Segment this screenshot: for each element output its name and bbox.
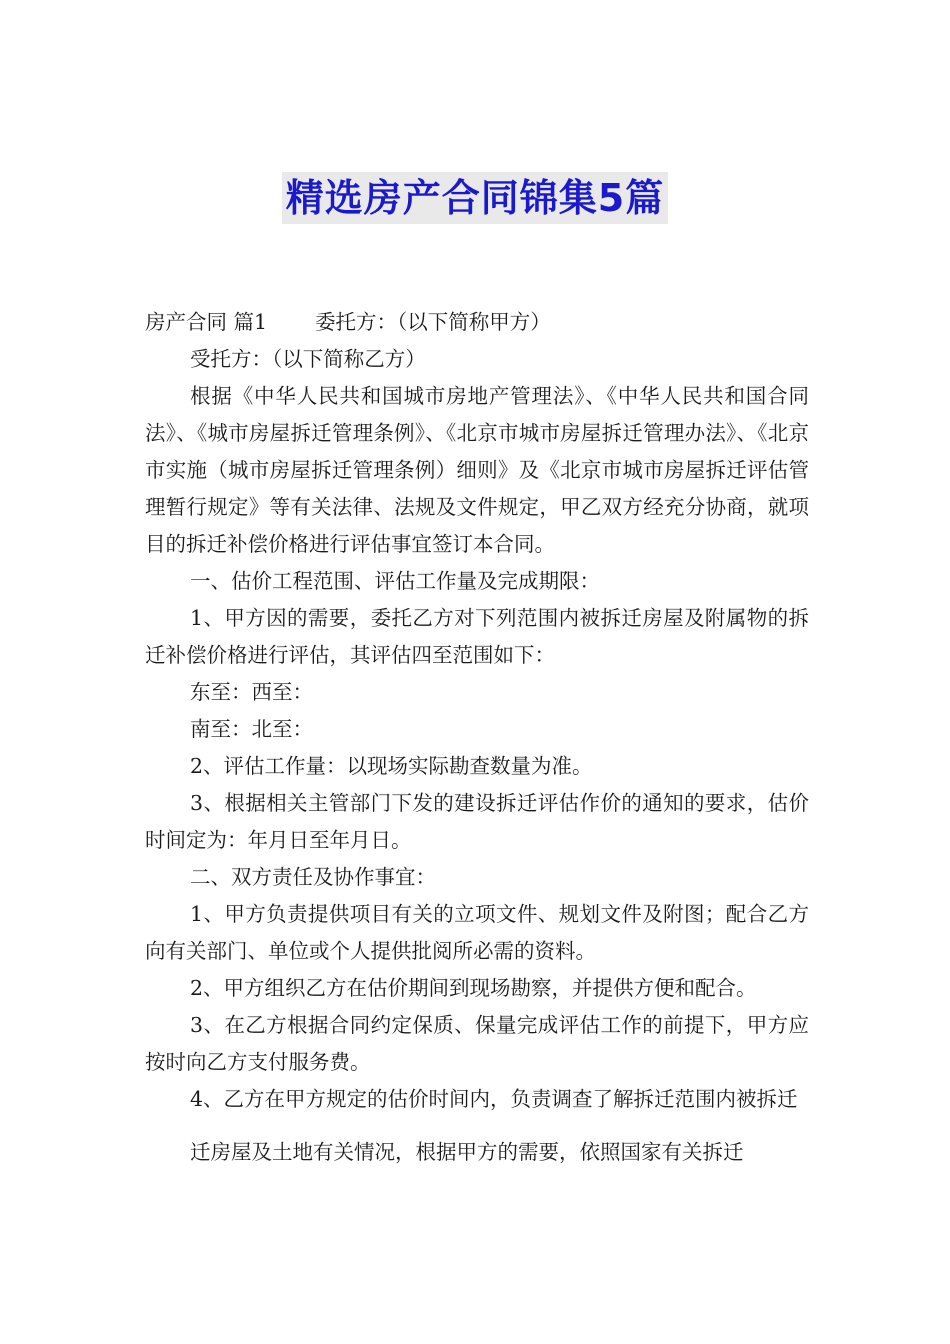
section-heading: 房产合同 篇1 <box>145 310 268 334</box>
paragraph: 南至：北至： <box>190 717 313 741</box>
first-line <box>145 304 809 341</box>
title-container <box>0 172 950 224</box>
document-body <box>145 304 809 1171</box>
paragraph: 3、在乙方根据合同约定保质、保量完成评估工作的前提下，甲方应按时向乙方支付服务费。 <box>145 1013 809 1074</box>
document-title: 精选房产合同锦集5篇 <box>282 172 668 224</box>
paragraph-continued: 迁房屋及土地有关情况，根据甲方的需要，依照国家有关拆迁 <box>190 1140 744 1164</box>
paragraph: 2、甲方组织乙方在估价期间到现场勘察，并提供方便和配合。 <box>190 976 757 1000</box>
first-line-text: 委托方：（以下简称甲方） <box>315 310 551 334</box>
paragraph: 一、估价工程范围、评估工作量及完成期限： <box>190 569 600 593</box>
paragraph: 4、乙方在甲方规定的估价时间内，负责调查了解拆迁范围内被拆迁 <box>190 1087 798 1111</box>
paragraph: 1、甲方因的需要，委托乙方对下列范围内被拆迁房屋及附属物的拆迁补偿价格进行评估，其评估四至范围如下： <box>145 606 809 667</box>
paragraph: 东至：西至： <box>190 680 313 704</box>
paragraph: 受托方：（以下简称乙方） <box>190 347 426 371</box>
paragraph: 二、双方责任及协作事宜： <box>190 865 436 889</box>
paragraph: 3、根据相关主管部门下发的建设拆迁评估作价的通知的要求，估价时间定为：年月日至年月日。 <box>145 791 809 852</box>
paragraph: 2、评估工作量：以现场实际勘查数量为准。 <box>190 754 593 778</box>
paragraph: 1、甲方负责提供项目有关的立项文件、规划文件及附图；配合乙方向有关部门、单位或个人提供批阅所必需的资料。 <box>145 902 809 963</box>
paragraph: 根据《中华人民共和国城市房地产管理法》、《中华人民共和国合同法》、《城市房屋拆迁管理条例》、《北京市城市房屋拆迁管理办法》、《北京市实施（城市房屋拆迁管理条例）细则》及《北京市城市房屋拆迁评估管理暂行规定》等有关法律、法规及文件规定，甲乙双方经充分协商，就项目的拆迁补偿价格进行评估事宜签订本合同。 <box>145 384 809 556</box>
